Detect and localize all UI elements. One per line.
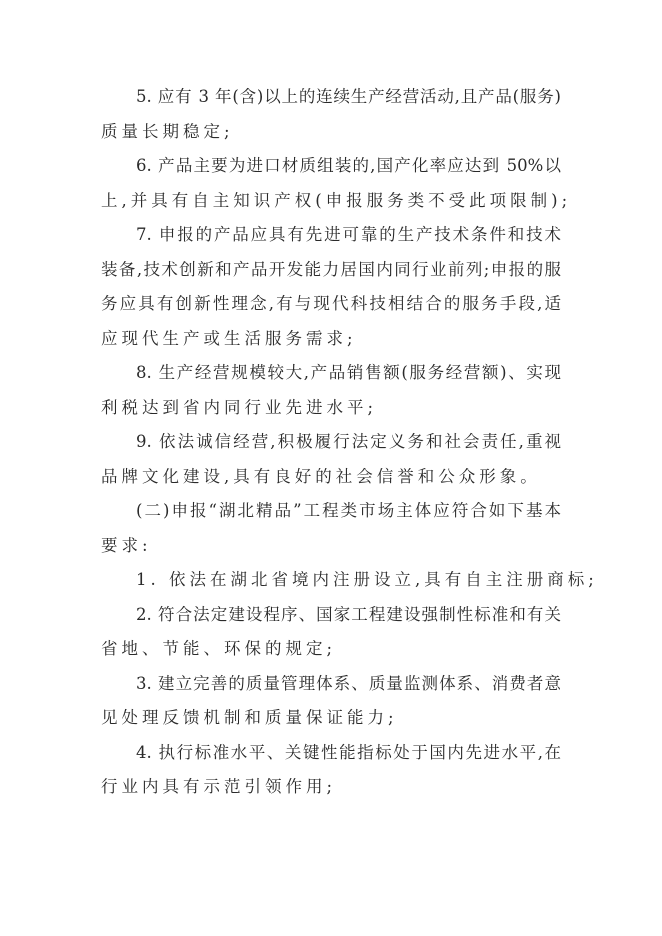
text-line: 质量长期稳定; xyxy=(101,121,234,141)
paragraph xyxy=(101,598,561,667)
text-line: 见处理反馈机制和质量保证能力; xyxy=(101,708,398,727)
text-line: 8. 生产经营规模较大,产品销售额(服务经营额)、实现 xyxy=(136,363,561,382)
paragraph xyxy=(101,667,561,736)
text-line: 应现代生产或生活服务需求; xyxy=(101,328,357,348)
text-line: 5. 应有 3 年(含)以上的连续生产经营活动,且产品(服务) xyxy=(136,87,561,106)
paragraph xyxy=(101,80,561,149)
text-line: 4. 执行标准水平、关键性能指标处于国内先进水平,在 xyxy=(136,742,561,762)
text-line: 3. 建立完善的质量管理体系、质量监测体系、消费者意 xyxy=(136,673,561,693)
text-line: 6. 产品主要为进口材质组装的,国产化率应达到 50%以 xyxy=(136,156,561,175)
paragraph xyxy=(101,218,561,356)
text-line: 上,并具有自主知识产权(申报服务类不受此项限制); xyxy=(101,190,572,210)
paragraph xyxy=(101,494,561,563)
paragraph xyxy=(101,736,561,805)
text-line: 行业内具有示范引领作用; xyxy=(101,777,337,796)
text-line: 利税达到省内同行业先进水平; xyxy=(101,397,378,417)
paragraph xyxy=(101,563,598,598)
paragraph xyxy=(101,425,561,494)
paragraph xyxy=(101,149,572,218)
text-line: 装备,技术创新和产品开发能力居国内同行业前列;申报的服 xyxy=(101,259,561,279)
text-line: 省地、节能、环保的规定; xyxy=(101,639,337,658)
text-line: 9. 依法诚信经营,积极履行法定义务和社会责任,重视 xyxy=(136,432,561,451)
text-line: 要求: xyxy=(101,535,152,555)
text-line: 2. 符合法定建设程序、国家工程建设强制性标准和有关 xyxy=(136,604,561,624)
paragraph xyxy=(101,356,561,425)
document-page xyxy=(101,80,598,805)
text-line: 1. 依法在湖北省境内注册设立,具有自主注册商标; xyxy=(136,570,598,589)
text-line: 品牌文化建设,具有良好的社会信誉和公众形象。 xyxy=(101,466,541,486)
text-line: (二)申报“湖北精品”工程类市场主体应符合如下基本 xyxy=(136,501,561,520)
text-line: 务应具有创新性理念,有与现代科技相结合的服务手段,适 xyxy=(101,294,561,313)
text-line: 7. 申报的产品应具有先进可靠的生产技术条件和技术 xyxy=(136,225,561,244)
